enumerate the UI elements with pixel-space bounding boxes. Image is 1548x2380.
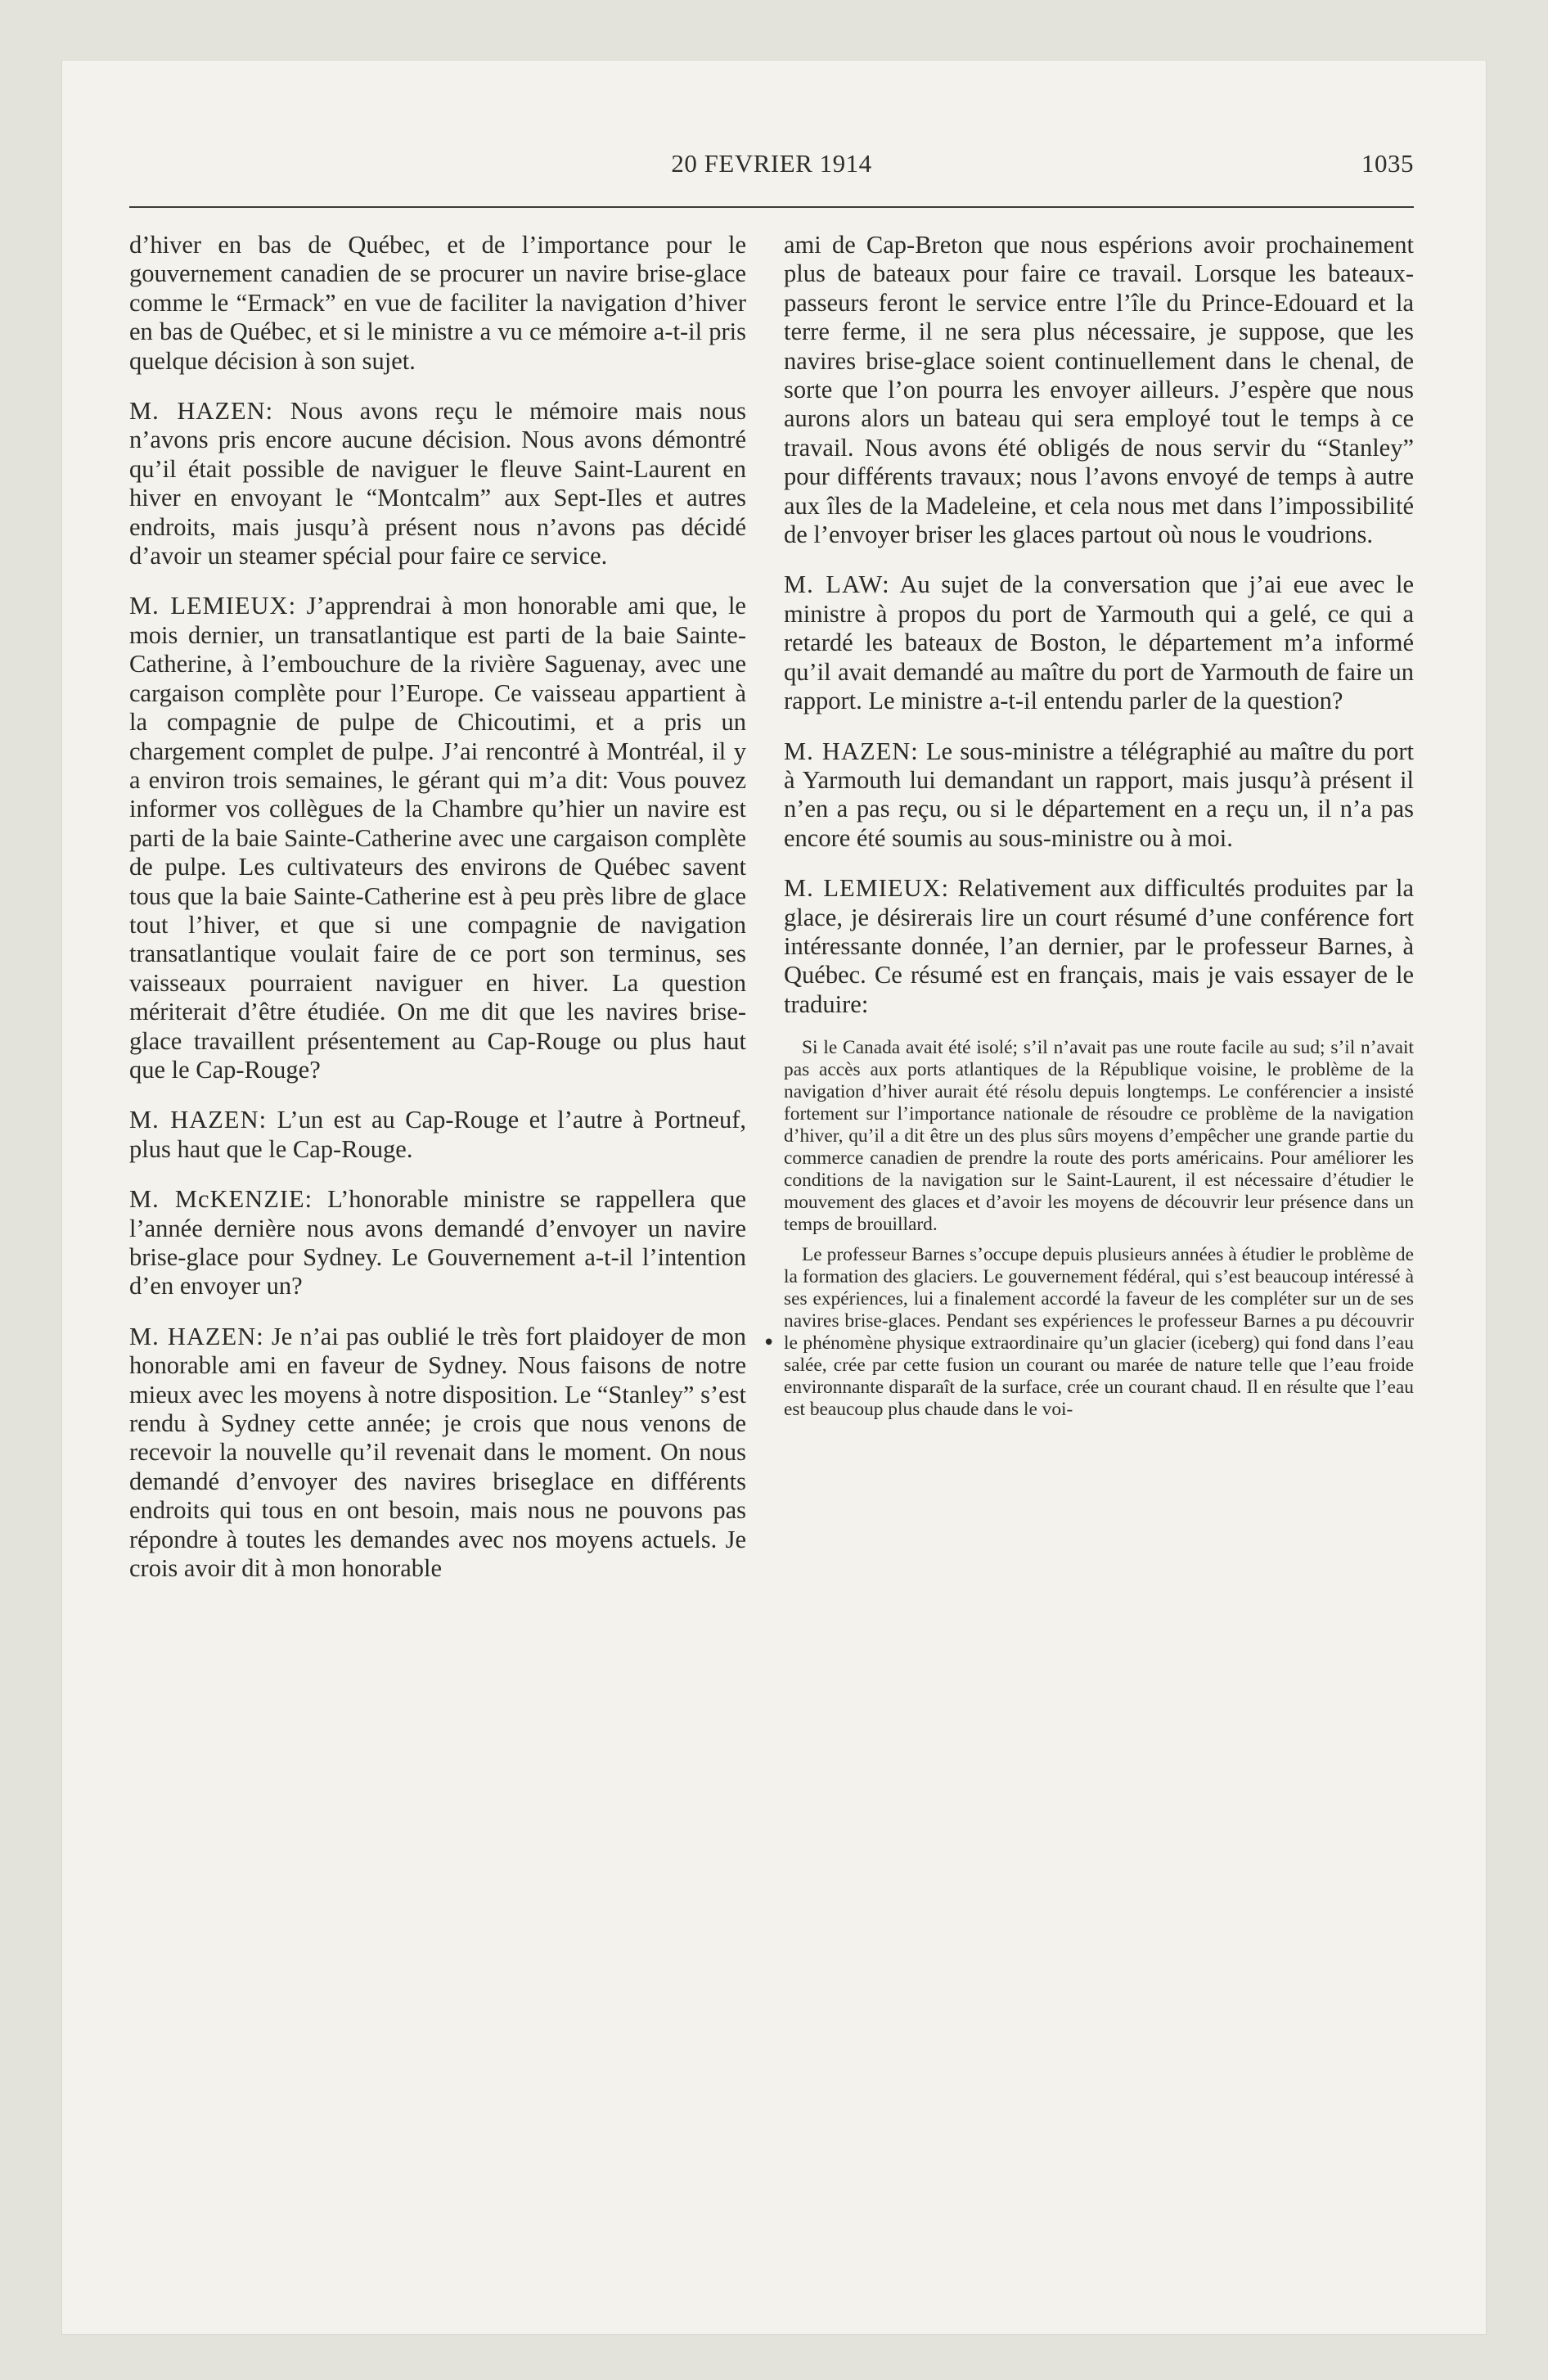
speech-mckenzie <box>129 1185 746 1301</box>
speech-hazen <box>129 397 746 570</box>
speech-lemieux-2 <box>784 874 1414 1019</box>
speech-text: L’un est au Cap-Rouge et l’autre à Portneuf, plus haut que le Cap-Rouge. <box>129 1106 747 1163</box>
margin-bullet-mark: • <box>763 1331 776 1355</box>
speech-hazen-2 <box>129 1106 746 1164</box>
speech-text: Nous avons reçu le mémoire mais nous n’avons pris encore aucune décision. Nous avons démontré qu’il était possible de naviguer le fleuve Saint-Laurent en hiver en envoyant le “Montcalm” aux Sept-Iles et autres endroits, mais jusqu’à présent nous n’avons pas décidé d’avoir un steamer spécial pour faire ce service. <box>129 397 746 570</box>
speaker-name: M. LEMIEUX: <box>784 874 950 903</box>
speech-text: Au sujet de la conversation que j’ai eue avec le ministre à propos du port de Yarmouth qui a gelé, ce qui a retardé les bateaux de Boston, le département m’a informé qu’il avait demandé au maître du port de Yarmouth de faire un rapport. Le ministre a-t-il entendu parler de la question? <box>784 570 1414 715</box>
speech-text: J’apprendrai à mon honorable ami que, le mois dernier, un transatlantique est parti de la baie Sainte-Catherine, à l’embouchure de la rivière Saguenay, avec une cargaison complète pour l’Europe. Ce vaisseau appartient à la compagnie de pulpe de Chicoutimi, et a pris un chargement complet de pulpe. J’ai rencontré à Montréal, il y a environ trois semaines, le gérant qui m’a dit: Vous pouvez informer vos collègues de la Chambre qu’hier un navire est parti de la baie Sainte-Catherine avec une cargaison complète de pulpe. Les cultivateurs des environs de Québec savent tous que la baie Sainte-Catherine est à peu près libre de glace tout l’hiver, et que si une compagnie de navigation transatlantique voulait faire de ce port son terminus, ses vaisseaux pourraient naviguer en hiver. La question mériterait d’être étudiée. On me dit que les navires brise-glace travaillent présentement au Cap-Rouge ou plus haut que le Cap-Rouge? <box>129 592 746 1084</box>
speaker-name: M. HAZEN: <box>129 1106 268 1134</box>
quote-paragraph: Si le Canada avait été isolé; s’il n’avait pas une route facile au sud; s’il n’avait pas accès aux ports atlantiques de la République voisine, le problème de la navigation d’hiver aurait été résolu depuis longtemps. Le conférencier a insisté fortement sur l’importance nationale de résoudre ce problème de la navigation d’hiver, qu’il a dit être un des plus sûrs moyens d’empêcher une grande partie du commerce canadien de prendre la route des ports américains. Pour améliorer les conditions de la navigation sur le Saint-Laurent, il est nécessaire d’étudier le mouvement des glaces et d’avoir les moyens de découvrir leur présence dans un temps de brouillard. <box>784 1037 1414 1236</box>
speech-hazen-3 <box>129 1323 746 1584</box>
speech-text: L’honorable ministre se rappellera que l’année dernière nous avons demandé d’envoyer un navire brise-glace pour Sydney. Le Gouvernement a-t-il l’intention d’en envoyer un? <box>129 1185 746 1300</box>
speaker-name: M. LAW: <box>784 570 890 599</box>
header-rule <box>129 206 1414 208</box>
quoted-summary <box>784 1037 1414 1421</box>
page-number: 1035 <box>1361 149 1414 178</box>
speaker-name: M. HAZEN: <box>129 1322 264 1350</box>
quote-paragraph: Le professeur Barnes s’occupe depuis plusieurs années à étudier le problème de la formation des glaciers. Le gouvernement fédéral, qui s’est beaucoup intéressé à ses expériences, lui a finalement accordé la faveur de les compléter sur un de ses navires brise-glaces. Pendant ses expériences le professeur Barnes a pu découvrir le phénomène physique extraordinaire qu’un glacier (iceberg) qui fond dans l’eau salée, crée par cette fusion un courant ou marée de nature telle que l’eau froide environnante disparaît de la surface, crée un courant chaud. Il en résulte que l’eau est beaucoup plus chaude dans le voi- <box>784 1244 1414 1421</box>
left-column <box>129 231 746 1604</box>
right-column <box>784 231 1414 1429</box>
speaker-name: M. HAZEN: <box>129 397 274 426</box>
paragraph: ami de Cap-Breton que nous espérions avoir prochainement plus de bateaux pour faire ce travail. Lorsque les bateaux-passeurs feront le service entre l’île du Prince-Edouard et la terre ferme, il ne sera plus nécessaire, je suppose, que les navires brise-glace soient continuellement dans le chenal, de sorte que l’on pourra les envoyer ailleurs. J’espère que nous aurons alors un bateau qui sera employé tout le temps à ce travail. Nous avons été obligés de nous servir du “Stanley” pour différents travaux; nous l’avons envoyé de temps à autre aux îles de la Madeleine, et cela nous met dans l’impossibilité de l’envoyer briser les glaces partout où nous le voudrions. <box>784 231 1414 549</box>
speech-hazen-4 <box>784 737 1414 854</box>
speech-lemieux <box>129 592 746 1084</box>
page-date-title: 20 FEVRIER 1914 <box>671 149 872 178</box>
speech-text: Relativement aux difficultés produites par la glace, je désirerais lire un court résumé d’une conférence fort intéressante donnée, l’an dernier, par le professeur Barnes, à Québec. Ce résumé est en français, mais je vais essayer de le traduire: <box>784 874 1414 1018</box>
speaker-name: M. HAZEN: <box>784 737 919 765</box>
paragraph: d’hiver en bas de Québec, et de l’importance pour le gouvernement canadien de se procurer un navire brise-glace comme le “Ermack” en vue de faciliter la navigation d’hiver en bas de Québec, et si le ministre a vu ce mémoire a-t-il pris quelque décision à son sujet. <box>129 231 746 375</box>
speaker-name: M. LEMIEUX: <box>129 592 297 620</box>
speech-law <box>784 570 1414 715</box>
speech-text: Je n’ai pas oublié le très fort plaidoyer de mon honorable ami en faveur de Sydney. Nous faisons de notre mieux avec les moyens à notre disposition. Le “Stanley” s’est rendu à Sydney cette année; je crois que nous venons de recevoir la nouvelle qu’il revenait dans le moment. On nous demandé d’envoyer des navires briseglace en différents endroits qui tous en ont besoin, mais nous ne pouvons pas répondre à toutes les demandes avec nos moyens actuels. Je crois avoir dit à mon honorable <box>129 1322 747 1583</box>
speaker-name: M. McKENZIE: <box>129 1185 313 1214</box>
page-header <box>129 149 1414 188</box>
speech-text: Le sous-ministre a télégraphié au maître du port à Yarmouth lui demandant un rapport, mais jusqu’à présent il n’en a pas reçu, ou si le département en a reçu un, il n’a pas encore été soumis au sous-ministre ou à moi. <box>784 737 1414 852</box>
